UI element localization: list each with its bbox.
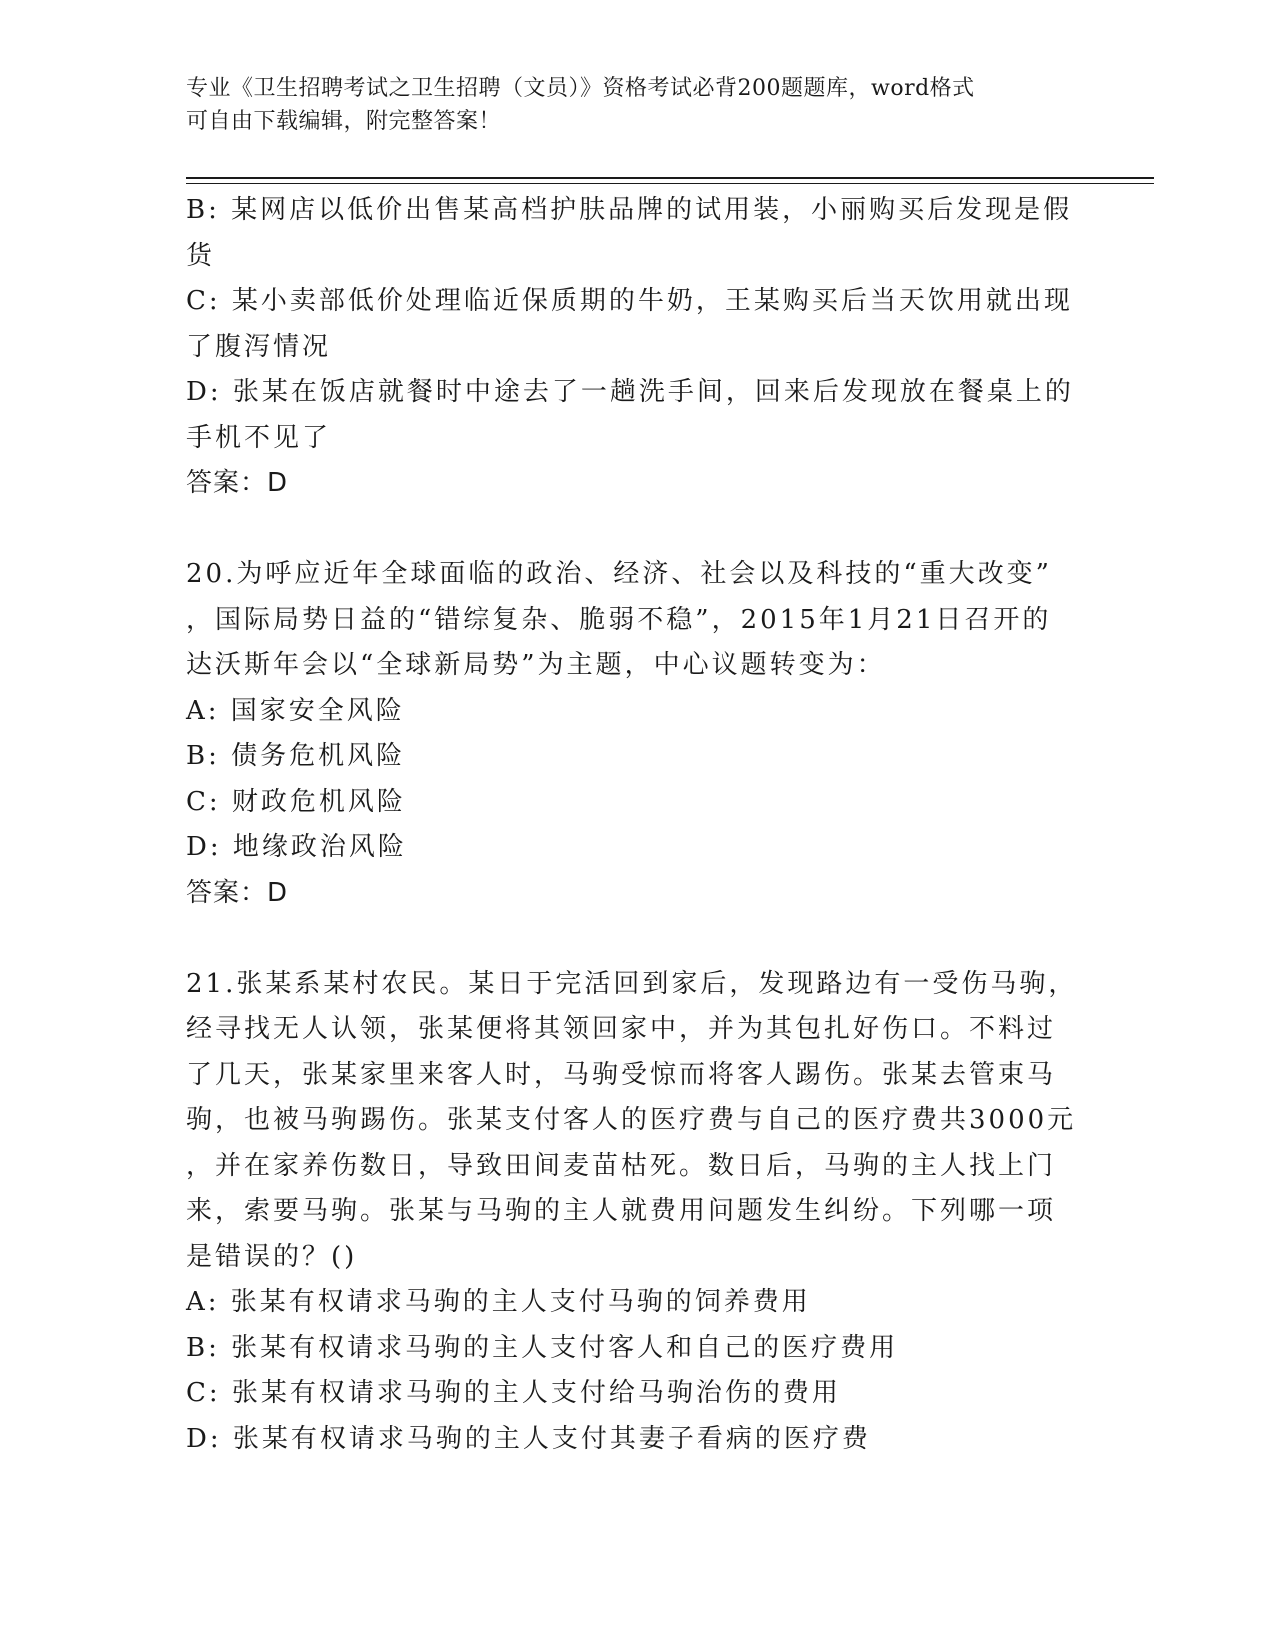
option-c: C: 张某有权请求马驹的主人支付给马驹治伤的费用 (186, 1378, 841, 1408)
question-stem-line-1: 20.为呼应近年全球面临的政治、经济、社会以及科技的“重大改变” (186, 559, 1052, 589)
question-stem-line-2: 经寻找无人认领，张某便将其领回家中，并为其包扎好伤口。不料过 (186, 1014, 1057, 1044)
option-b: B: 张某有权请求马驹的主人支付客人和自己的医疗费用 (186, 1332, 899, 1363)
question-stem-line-1: 21.张某系某村农民。某日于完活回到家后，发现路边有一受伤马驹， (186, 968, 1078, 999)
header-divider-thin (186, 183, 1154, 184)
answer-label: 答案：D (186, 468, 289, 498)
question-stem-line-3: 达沃斯年会以“全球新局势”为主题，中心议题转变为： (186, 650, 886, 680)
document-header (186, 72, 1066, 138)
option-d-line-2: 手机不见了 (186, 422, 332, 453)
option-b: B: 债务危机风险 (186, 741, 406, 771)
header-title-line-1: 专业《卫生招聘考试之卫生招聘（文员）》资格考试必背200题题库，word格式 (186, 76, 975, 101)
question-20 (186, 552, 1086, 916)
option-d: D: 张某有权请求马驹的主人支付其妻子看病的医疗费 (186, 1423, 871, 1454)
question-stem-line-3: 了几天，张某家里来客人时，马驹受惊而将客人踢伤。张某去管束马 (186, 1059, 1057, 1090)
option-c: C: 财政危机风险 (186, 786, 406, 817)
previous-question-options (186, 188, 1086, 507)
option-b-line-1: B: 某网店以低价出售某高档护肤品牌的试用装，小丽购买后发现是假 (186, 195, 1073, 225)
option-c-line-2: 了腹泻情况 (186, 331, 332, 362)
option-d: D: 地缘政治风险 (186, 832, 407, 862)
question-stem-line-7: 是错误的？() (186, 1241, 358, 1272)
spacer (186, 507, 1086, 553)
spacer (186, 916, 1086, 962)
question-stem-line-6: 来，索要马驹。张某与马驹的主人就费用问题发生纠纷。下列哪一项 (186, 1196, 1057, 1226)
answer-label: 答案：D (186, 877, 289, 908)
option-c-line-1: C: 某小卖部低价处理临近保质期的牛奶，王某购买后当天饮用就出现 (186, 286, 1073, 316)
document-body (186, 188, 1086, 1462)
question-stem-line-2: ，国际局势日益的“错综复杂、脆弱不稳”，2015年1月21日召开的 (186, 604, 1052, 635)
question-21 (186, 962, 1086, 1463)
header-divider-thick (186, 177, 1154, 179)
question-stem-line-4: 驹，也被马驹踢伤。张某支付客人的医疗费与自己的医疗费共3000元 (186, 1105, 1077, 1135)
question-stem-line-5: ，并在家养伤数日，导致田间麦苗枯死。数日后，马驹的主人找上门 (186, 1150, 1057, 1181)
option-b-line-2: 货 (186, 240, 216, 271)
option-d-line-1: D: 张某在饭店就餐时中途去了一趟洗手间，回来后发现放在餐桌上的 (186, 377, 1074, 407)
header-title-line-2: 可自由下载编辑，附完整答案！ (186, 109, 502, 134)
option-a: A: 张某有权请求马驹的主人支付马驹的饲养费用 (186, 1287, 811, 1317)
option-a: A: 国家安全风险 (186, 695, 405, 726)
